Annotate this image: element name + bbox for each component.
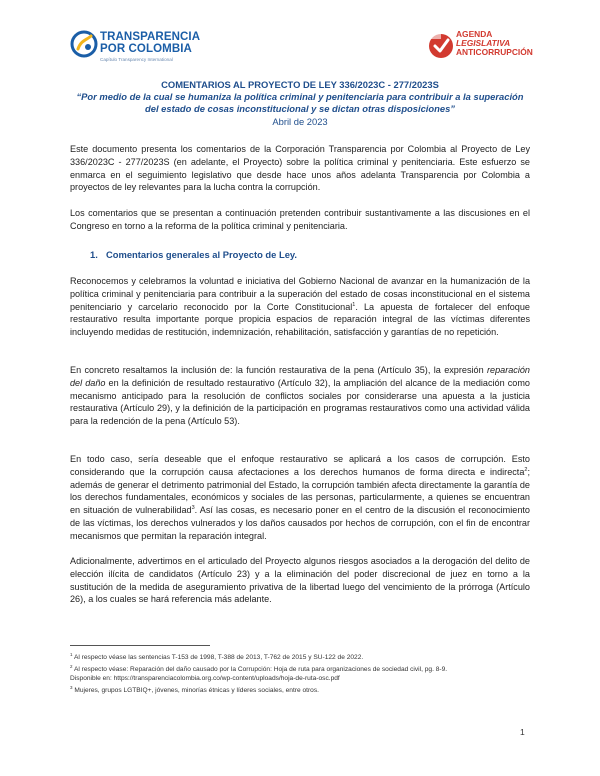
section-1-paragraph-4: Adicionalmente, advertimos en el articulado del Proyecto algunos riesgos asociados a la derogación del delito de elección ilícita de candidatos (Artículo 23) y a la eliminación del poder discrecional de juez en torno a la sustitución de la medida de aseguramiento privativa de la libertad luego del vencimiento de la prórroga (Artículo 26), a los cuales se hará referencia más adelante. xyxy=(70,556,530,605)
title-subtitle-line-2: del estado de cosas inconstitucional y se dictan otras disposiciones” xyxy=(145,103,455,115)
transparencia-emblem-icon xyxy=(70,30,98,58)
section-title: Comentarios generales al Proyecto de Ley. xyxy=(106,249,298,260)
footnote-1: $^1$ Al respecto véase las sentencias T-153 de 1998, T-388 de 2013, T-762 de 2015 y SU-122 de 2022. xyxy=(70,652,364,662)
footnote-ref-2[interactable]: 2 xyxy=(524,466,528,473)
logo-subtitle: Capítulo Transparency International xyxy=(100,57,173,62)
document-title xyxy=(60,79,540,128)
footnote-divider xyxy=(70,645,210,646)
agenda-emblem-icon xyxy=(428,30,454,62)
agenda-logo-text xyxy=(456,30,533,58)
page-number: 1 xyxy=(520,727,525,737)
section-number: 1. xyxy=(90,249,98,260)
intro-paragraph-1: Este documento presenta los comentarios de la Corporación Transparencia por Colombia al Proyecto de Ley 336/2023C - 277/2023S (en adelante, el Proyecto) sobre la política criminal y penitenciaria. Este esfuerzo se enmarca en el seguimiento legislativo que desde hace unos años adelanta Transparencia por Colombia a proyectos de ley relevantes para la lucha contra la corrupción. xyxy=(70,144,530,193)
agenda-legislativa-logo xyxy=(428,28,538,68)
section-1-heading xyxy=(90,249,297,260)
footnote-2: $^2$ Al respecto véase: Reparación del daño causado por la Corrupción: Hoja de ruta para organizaciones de sociedad civil, pg. 8-9. xyxy=(70,664,448,674)
title-bill-number: COMENTARIOS AL PROYECTO DE LEY 336/2023C - 277/2023S xyxy=(161,79,439,90)
section-1-paragraph-3: En todo caso, sería deseable que el enfoque restaurativo se aplicará a los casos de corrupción. Esto considerando que la corrupción causa afectaciones a los derechos humanos de forma directa e indirecta$^2$; además de generar el detrimento patrimonial del Estado, la corrupción también afecta directamente la garantía de los derechos fundamentales, económicos y sociales de las personas, particularmente, a quienes se encuentran en situación de vulnerabilidad$^3$. Así las cosas, es necesario poner en el centro de la discusión el reconocimiento de las víctimas, los derechos vulnerados y los daños causados por hechos de corrupción, con el fin de encontrar mecanismos que permitan la reparación integral. xyxy=(70,454,530,541)
footnote-3: $^3$ Mujeres, grupos LGTBIQ+, jóvenes, minorías étnicas y líderes sociales, entre otros. xyxy=(70,685,319,695)
footnote-ref-1[interactable]: 1 xyxy=(352,301,356,308)
intro-paragraph-2: Los comentarios que se presentan a continuación pretenden contribuir sustantivamente a las discusiones en el Congreso en torno a la reforma de la política criminal y penitenciaria. xyxy=(70,208,530,231)
agenda-line-2: LEGISLATIVA xyxy=(456,38,511,49)
title-date: Abril de 2023 xyxy=(272,115,328,127)
section-1-paragraph-2: En concreto resaltamos la inclusión de: la función restaurativa de la pena (Artículo 35), la expresión reparación del daño en la definición de resultado restaurativo (Artículo 32), la ampliación del alcance de la mediación como mecanismo anticipado para la resolución de conflictos sociales por considerarse una apuesta a la justicia restaurativa (Artículo 29), y la definición de la participación en programas restaurativos como una actividad válida para la redención de la pena (Artículo 53). xyxy=(70,365,530,427)
logo-line-1: TRANSPARENCIA xyxy=(100,31,201,43)
title-subtitle-line-1: “Por medio de la cual se humaniza la política criminal y penitenciaria para contribuir a la superación xyxy=(76,91,524,102)
footnote-2-link[interactable]: Disponible en: https://transparenciacolombia.org.co/wp-content/uploads/hoja-de-ruta-osc.pdf xyxy=(70,675,340,683)
agenda-line-3: ANTICORRUPCIÓN xyxy=(456,47,533,58)
footnote-ref-3[interactable]: 3 xyxy=(191,505,195,512)
section-1-paragraph-1: Reconocemos y celebramos la voluntad e iniciativa del Gobierno Nacional de avanzar en la humanización de la política criminal y penitenciaria para contribuir a la superación del estado de cosas inconstitucional en el sistema penitenciario y carcelario reconocido por la Corte Constitucional$^1$. La apuesta de fortalecer del enfoque restaurativo resulta importante porque propicia espacios de reparación integral de las víctimas diferentes incluyendo medidas de restitución, indemnización, rehabilitación, satisfacción y garantías de no repetición. xyxy=(70,276,530,338)
transparencia-logo xyxy=(70,30,220,66)
logo-line-2: POR COLOMBIA xyxy=(100,43,192,55)
transparencia-logo-text xyxy=(100,31,200,55)
footnotes xyxy=(70,650,540,696)
agenda-line-1: AGENDA xyxy=(456,29,493,39)
